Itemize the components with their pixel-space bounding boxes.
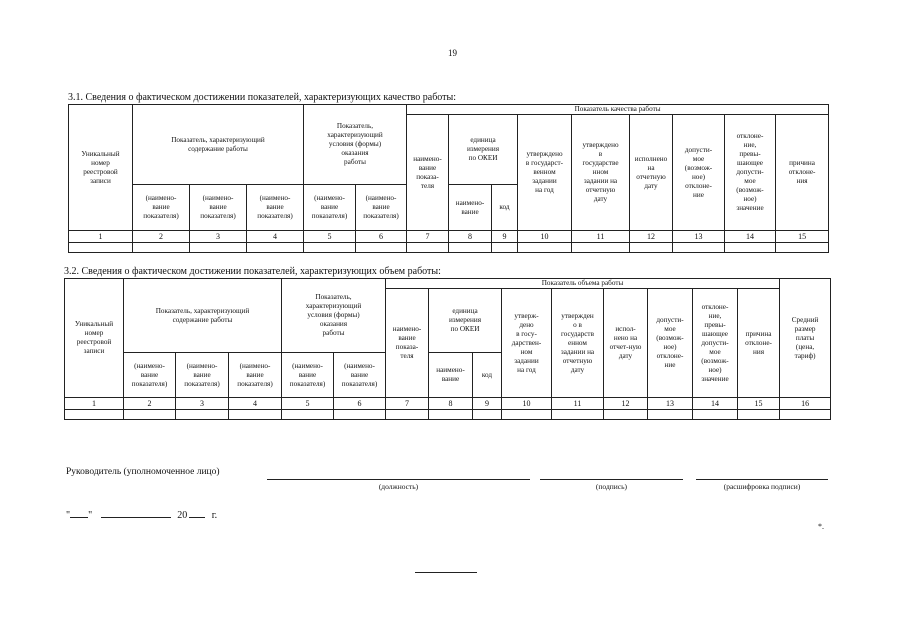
column-number: 7 (407, 231, 449, 243)
empty-cell[interactable] (776, 243, 829, 253)
column-number: 5 (282, 398, 334, 410)
empty-cell[interactable] (65, 410, 124, 420)
empty-cell[interactable] (356, 243, 407, 253)
header-executed: исполнено на отчетную дату (630, 115, 673, 231)
position-line[interactable] (267, 479, 530, 480)
header-deviation-reason: причина отклоне- ния (738, 289, 780, 398)
header-exceeding-deviation: отклоне- ние, превы- шающее допусти- мое (возмож- ное) значение (725, 115, 776, 231)
empty-cell[interactable] (282, 410, 334, 420)
subheader-indicator-name: (наимено- вание показателя) (304, 185, 356, 231)
year-suffix: г. (211, 510, 218, 521)
subheader-indicator-name: (наимено- вание показателя) (247, 185, 304, 231)
header-unique-number: Уникальный номер реестровой записи (65, 279, 124, 398)
empty-data-row (65, 410, 831, 420)
header-deviation-reason: причина отклоне- ния (776, 115, 829, 231)
name-decode-line[interactable] (696, 479, 828, 480)
empty-cell[interactable] (648, 410, 693, 420)
column-number: 14 (693, 398, 738, 410)
empty-cell[interactable] (725, 243, 776, 253)
empty-cell[interactable] (449, 243, 492, 253)
column-number: 8 (449, 231, 492, 243)
header-approved-year: утверждено в государст- венном задании на год (518, 115, 572, 231)
column-number: 4 (229, 398, 282, 410)
month-blank[interactable] (101, 508, 171, 518)
empty-cell[interactable] (429, 410, 473, 420)
empty-cell[interactable] (176, 410, 229, 420)
empty-cell[interactable] (552, 410, 604, 420)
header-content-indicator: Показатель, характеризующий содержание работы (124, 279, 282, 353)
column-number: 7 (386, 398, 429, 410)
column-number: 5 (304, 231, 356, 243)
header-exceeding-deviation: отклоне- ние, превы- шающее допусти- мое (возмож- ное) значение (693, 289, 738, 398)
column-numbers-row (65, 398, 831, 410)
column-number: 10 (502, 398, 552, 410)
header-conditions-indicator: Показатель, характеризующий условия (формы) оказания работы (304, 105, 407, 185)
empty-cell[interactable] (229, 410, 282, 420)
column-number: 3 (176, 398, 229, 410)
empty-cell[interactable] (473, 410, 502, 420)
subheader-unit-name: наимено- вание (429, 353, 473, 398)
date-open-quote: " (66, 510, 71, 521)
column-number: 11 (552, 398, 604, 410)
header-allowed-deviation: допусти- мое (возмож- ное) отклоне- ние (673, 115, 725, 231)
header-approved-year: утверж- дено в госу- дарствен- ном задании на год (502, 289, 552, 398)
subheader-indicator-name: (наимено- вание показателя) (334, 353, 386, 398)
position-caption: (должность) (378, 482, 419, 491)
subheader-unit-code: код (473, 353, 502, 398)
signer-label: Руководитель (уполномоченное лицо) (66, 467, 220, 477)
column-number: 8 (429, 398, 473, 410)
year-blank[interactable] (189, 508, 205, 518)
header-conditions-indicator: Показатель, характеризующий условия (формы) оказания работы (282, 279, 386, 353)
year-prefix: 20 (177, 510, 188, 521)
empty-cell[interactable] (247, 243, 304, 253)
section-2-title: 3.2. Сведения о фактическом достижении показателей, характеризующих объем работы: (64, 266, 441, 277)
column-number: 10 (518, 231, 572, 243)
header-indicator-name: наимено- вание показа- теля (407, 115, 449, 231)
header-unit-okei: единица измерения по ОКЕИ (449, 115, 518, 185)
empty-cell[interactable] (572, 243, 630, 253)
header-content-indicator: Показатель, характеризующий содержание работы (133, 105, 304, 185)
column-numbers-row (69, 231, 829, 243)
header-indicator-name: наимено- вание показа- теля (386, 289, 429, 398)
name-decode-caption: (расшифровка подписи) (723, 482, 801, 491)
header-volume-group: Показатель объема работы (386, 279, 780, 289)
column-number: 12 (604, 398, 648, 410)
column-number: 15 (776, 231, 829, 243)
header-approved-date: утверждено в государстве нном задании на отчетную дату (572, 115, 630, 231)
column-number: 2 (124, 398, 176, 410)
subheader-indicator-name: (наимено- вание показателя) (190, 185, 247, 231)
subheader-indicator-name: (наимено- вание показателя) (356, 185, 407, 231)
column-number: 3 (190, 231, 247, 243)
subheader-unit-name: наимено- вание (449, 185, 492, 231)
signature-line[interactable] (540, 479, 683, 480)
subheader-indicator-name: (наимено- вание показателя) (229, 353, 282, 398)
empty-cell[interactable] (69, 243, 133, 253)
footnote-separator (415, 572, 477, 573)
empty-cell[interactable] (407, 243, 449, 253)
empty-cell[interactable] (386, 410, 429, 420)
empty-data-row (69, 243, 829, 253)
empty-cell[interactable] (124, 410, 176, 420)
header-unit-okei: единица измерения по ОКЕИ (429, 289, 502, 353)
subheader-indicator-name: (наимено- вание показателя) (282, 353, 334, 398)
empty-cell[interactable] (502, 410, 552, 420)
quality-table (68, 104, 829, 253)
column-number: 15 (738, 398, 780, 410)
column-number: 16 (780, 398, 831, 410)
column-number: 9 (473, 398, 502, 410)
column-number: 12 (630, 231, 673, 243)
signature-caption: (подпись) (595, 482, 628, 491)
header-allowed-deviation: допусти- мое (возмож- ное) отклоне- ние (648, 289, 693, 398)
volume-table (64, 278, 831, 420)
empty-cell[interactable] (738, 410, 780, 420)
column-number: 13 (648, 398, 693, 410)
empty-cell[interactable] (693, 410, 738, 420)
empty-cell[interactable] (780, 410, 831, 420)
subheader-indicator-name: (наимено- вание показателя) (124, 353, 176, 398)
date-line (66, 508, 217, 521)
section-1-title: 3.1. Сведения о фактическом достижении показателей, характеризующих качество работы: (68, 92, 457, 103)
column-number: 1 (65, 398, 124, 410)
column-number: 9 (492, 231, 518, 243)
column-number: 4 (247, 231, 304, 243)
subheader-indicator-name: (наимено- вание показателя) (133, 185, 190, 231)
empty-cell[interactable] (630, 243, 673, 253)
date-close-quote: " (88, 510, 93, 521)
page-number: 19 (448, 48, 457, 58)
header-quality-group: Показатель качества работы (407, 105, 829, 115)
header-executed: испол- нено на отчет-ную дату (604, 289, 648, 398)
empty-cell[interactable] (190, 243, 247, 253)
empty-cell[interactable] (492, 243, 518, 253)
header-unique-number: Уникальный номер реестровой записи (69, 105, 133, 231)
empty-cell[interactable] (518, 243, 572, 253)
footnote-mark: *. (818, 522, 824, 531)
empty-cell[interactable] (304, 243, 356, 253)
column-number: 13 (673, 231, 725, 243)
header-approved-date: утвержден о в государств енном задании на отчетную дату (552, 289, 604, 398)
empty-cell[interactable] (604, 410, 648, 420)
column-number: 1 (69, 231, 133, 243)
column-number: 2 (133, 231, 190, 243)
empty-cell[interactable] (334, 410, 386, 420)
header-average-fee: Средний размер платы (цена, тариф) (780, 279, 831, 398)
day-blank[interactable] (70, 508, 88, 518)
column-number: 11 (572, 231, 630, 243)
subheader-indicator-name: (наимено- вание показателя) (176, 353, 229, 398)
column-number: 6 (356, 231, 407, 243)
subheader-unit-code: код (492, 185, 518, 231)
column-number: 14 (725, 231, 776, 243)
column-number: 6 (334, 398, 386, 410)
empty-cell[interactable] (133, 243, 190, 253)
empty-cell[interactable] (673, 243, 725, 253)
